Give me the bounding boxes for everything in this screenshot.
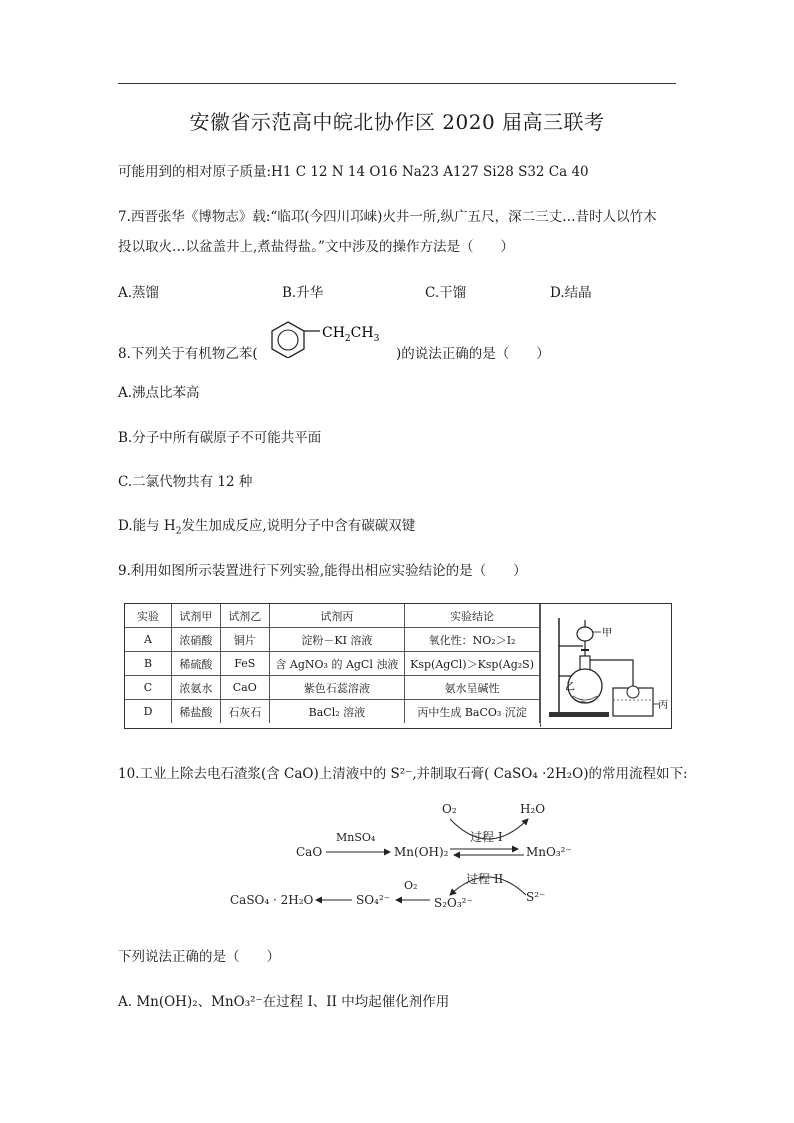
table-header: 实验结论 bbox=[405, 604, 540, 628]
q8-option-b: B.分子中所有碳原子不可能共平面 bbox=[118, 430, 322, 446]
flask-neck bbox=[580, 656, 590, 670]
q10-question: 下列说法正确的是（ ） bbox=[118, 949, 280, 965]
q10-flow-diagram bbox=[228, 797, 588, 917]
q9-experiment-table bbox=[124, 603, 672, 729]
ethyl-group-label: $CH_2CH_3$ bbox=[322, 325, 380, 344]
table-cell: FeS bbox=[220, 652, 269, 676]
table-cell: 淀粉－KI 溶液 bbox=[269, 628, 404, 652]
benzene-ring-circle bbox=[278, 330, 298, 350]
table-header: 实验 bbox=[125, 604, 172, 628]
table-cell: B bbox=[125, 652, 172, 676]
table-header: 试剂丙 bbox=[269, 604, 404, 628]
table-cell: BaCl₂ 溶液 bbox=[269, 700, 404, 724]
flow-mno3: MnO₃²⁻ bbox=[526, 845, 572, 859]
table-cell: 铜片 bbox=[220, 628, 269, 652]
table-cell: Ksp(AgCl)＞Ksp(Ag₂S) bbox=[405, 652, 540, 676]
label-jia: 甲 bbox=[602, 628, 612, 639]
table-cell: CaO bbox=[220, 676, 269, 700]
q9-table-grid bbox=[125, 604, 540, 723]
flow-o2-bottom: O₂ bbox=[404, 879, 418, 892]
q10-option-a: A. Mn(OH)₂、MnO₃²⁻在过程 I、II 中均起催化剂作用 bbox=[118, 994, 450, 1010]
flow-cao: CaO bbox=[296, 845, 323, 859]
q8-option-c: C.二氯代物共有 12 种 bbox=[118, 474, 253, 490]
q7-option-b: B.升华 bbox=[282, 285, 324, 301]
flow-s2o3: S₂O₃²⁻ bbox=[434, 896, 473, 910]
table-cell: 稀硫酸 bbox=[172, 652, 221, 676]
funnel-bulb bbox=[577, 627, 593, 641]
table-cell: 石灰石 bbox=[220, 700, 269, 724]
table-row bbox=[125, 628, 540, 652]
table-cell: 稀盐酸 bbox=[172, 700, 221, 724]
table-cell: 丙中生成 BaCO₃ 沉淀 bbox=[405, 700, 540, 724]
q8-stem-prefix: 8.下列关于有机物乙苯( bbox=[118, 346, 258, 362]
flow-so4: SO₄²⁻ bbox=[356, 893, 391, 907]
apparatus-drawing bbox=[541, 604, 672, 727]
table-cell: A bbox=[125, 628, 172, 652]
flow-process1-label: 过程 I bbox=[470, 830, 503, 844]
apparatus-figure bbox=[540, 604, 672, 727]
q8-option-d: D.能与 $H_2$发生加成反应,说明分子中含有碳碳双键 bbox=[118, 518, 416, 537]
table-cell: 紫色石蕊溶液 bbox=[269, 676, 404, 700]
table-cell: 氨水呈碱性 bbox=[405, 676, 540, 700]
label-bing: 丙 bbox=[658, 700, 668, 711]
table-cell: D bbox=[125, 700, 172, 724]
table-cell: 含 AgNO₃ 的 AgCl 浊液 bbox=[269, 652, 404, 676]
table-cell: 浓硝酸 bbox=[172, 628, 221, 652]
table-cell: C bbox=[125, 676, 172, 700]
table-header-row bbox=[125, 604, 540, 628]
table-row bbox=[125, 676, 540, 700]
flow-process2-label: 过程 II bbox=[466, 872, 504, 886]
q8-option-a: A.沸点比苯高 bbox=[118, 385, 200, 401]
q10-stem: 10.工业上除去电石渣浆(含 CaO)上清液中的 S²⁻,并制取石膏( CaSO₄ ·2H₂O)的常用流程如下: bbox=[118, 766, 688, 782]
benzene-ring bbox=[272, 322, 304, 358]
table-cell: 氧化性：NO₂＞I₂ bbox=[405, 628, 540, 652]
q7-option-d: D.结晶 bbox=[550, 285, 592, 301]
flow-s2: S²⁻ bbox=[526, 890, 546, 904]
flow-mnoh2: Mn(OH)₂ bbox=[394, 845, 449, 859]
table-header: 试剂乙 bbox=[220, 604, 269, 628]
label-yi: 乙 bbox=[565, 682, 575, 693]
flow-mnso4: MnSO₄ bbox=[336, 831, 376, 844]
q9-stem: 9.利用如图所示装置进行下列实验,能得出相应实验结论的是（ ） bbox=[118, 563, 527, 579]
header-rule bbox=[118, 83, 676, 84]
q7-stem-line2: 投以取火…以盆盖井上,煮盐得盐。”文中涉及的操作方法是（ ） bbox=[118, 239, 514, 255]
page-title: 安徽省示范高中皖北协作区 2020 届高三联考 bbox=[189, 110, 605, 134]
table-cell: 浓氨水 bbox=[172, 676, 221, 700]
table-row bbox=[125, 700, 540, 724]
stand-base bbox=[549, 712, 609, 717]
flow-h2o: H₂O bbox=[520, 802, 546, 816]
ethylbenzene-structure bbox=[264, 318, 394, 358]
atomic-masses-line: 可能用到的相对原子质量:H1 C 12 N 14 O16 Na23 A127 Si28 S32 Ca 40 bbox=[118, 164, 589, 180]
q7-option-c: C.干馏 bbox=[425, 285, 467, 301]
q7-stem-line1: 7.西晋张华《博物志》载:“临邛(今四川邛崃)火井一所,纵广五尺，深二三丈…昔时人以竹木 bbox=[118, 209, 657, 225]
flow-o2-top: O₂ bbox=[442, 802, 457, 816]
table-row bbox=[125, 652, 540, 676]
q7-option-a: A.蒸馏 bbox=[118, 285, 160, 301]
table-header: 试剂甲 bbox=[172, 604, 221, 628]
tube-bulb bbox=[627, 686, 639, 698]
flow-gypsum: CaSO₄ · 2H₂O bbox=[230, 893, 314, 907]
q8-stem-suffix: )的说法正确的是（ ） bbox=[396, 346, 550, 362]
